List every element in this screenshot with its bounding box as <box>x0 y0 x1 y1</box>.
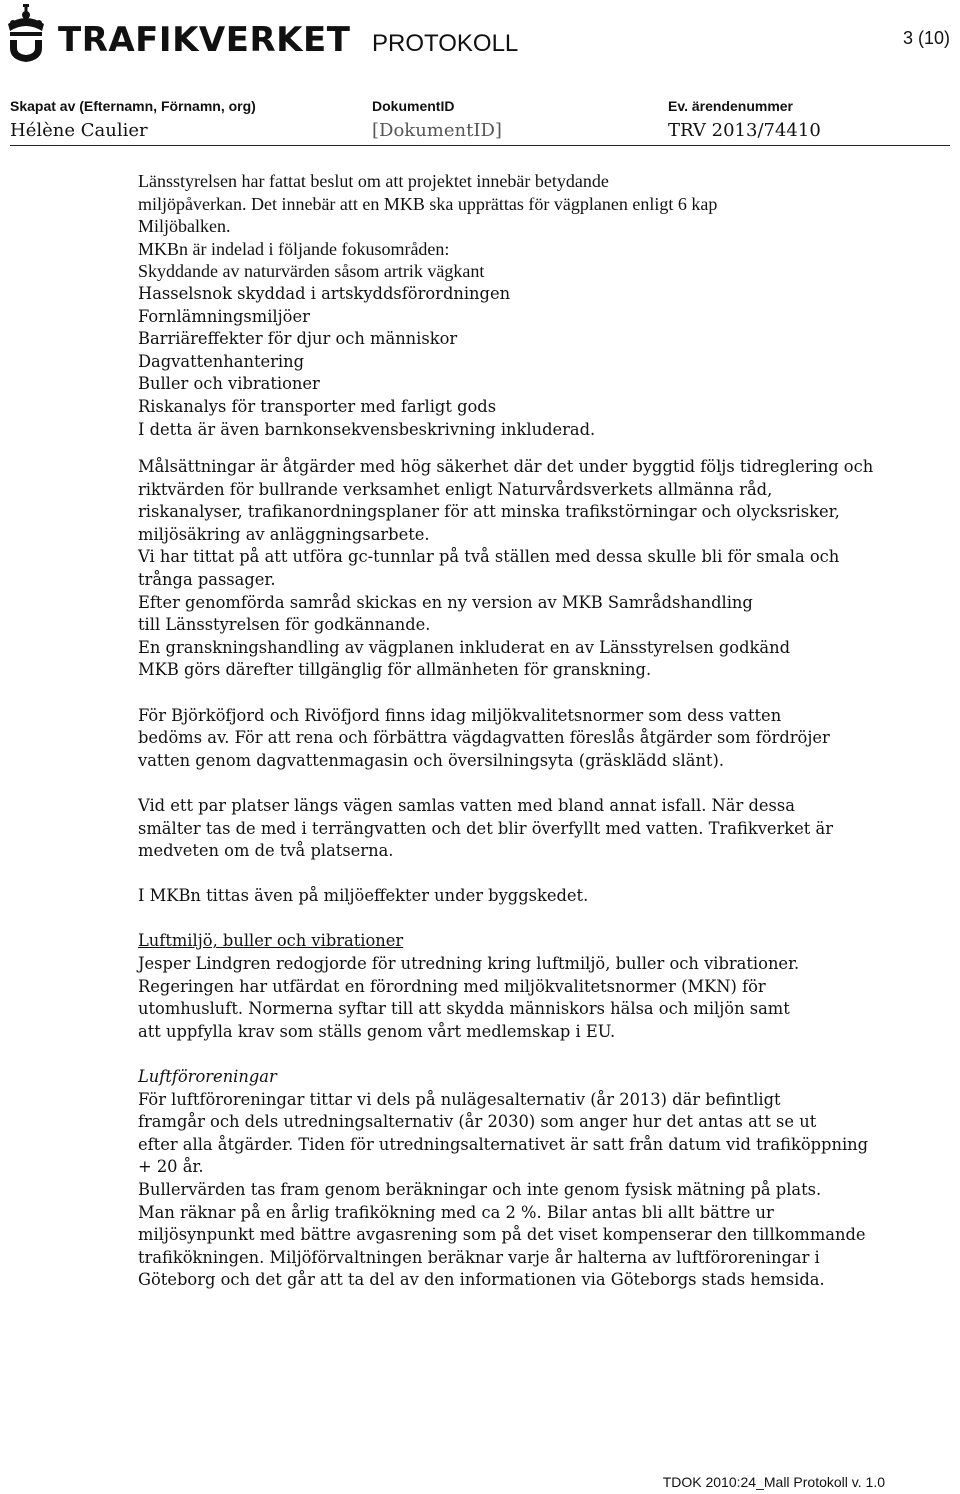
text-line: Man räknar på en årlig trafikökning med ca 2 %. Bilar antas bli allt bättre ur <box>138 1202 774 1222</box>
header-divider <box>10 145 950 146</box>
paragraph-construction <box>138 885 908 908</box>
main-body <box>138 456 908 1292</box>
text-line: miljösäkring av anläggningsarbete. <box>138 524 430 544</box>
text-line: För luftföroreningar tittar vi dels på nulägesalternativ (år 2013) där befintligt <box>138 1089 781 1109</box>
intro-line: Länsstyrelsen har fattat beslut om att projektet innebär betydande <box>138 171 609 191</box>
intro-block <box>138 170 908 441</box>
text-line: trånga passager. <box>138 569 276 589</box>
paragraph-ice <box>138 795 908 863</box>
intro-lines-book <box>138 283 908 441</box>
text-line: framgår och dels utredningsalternativ (år 2030) som anger hur det antas att se ut <box>138 1112 817 1132</box>
text-line: Bullervärden tas fram genom beräkningar och inte genom fysisk mätning på plats. <box>138 1180 822 1199</box>
text-line: vatten genom dagvattenmagasin och översilningsyta (gräsklädd slänt). <box>138 750 724 770</box>
document-type: PROTOKOLL <box>372 30 519 57</box>
text-line: För Björköfjord och Rivöfjord finns idag miljökvalitetsnormer som dess vatten <box>138 705 782 725</box>
paragraph-air-quality <box>138 953 908 1043</box>
meta-label-created-by: Skapat av (Efternamn, Förnamn, org) <box>10 98 256 114</box>
text-line: Jesper Lindgren redogjorde för utredning kring luftmiljö, buller och vibrationer. <box>138 954 800 974</box>
text-line: till Länsstyrelsen för godkännande. <box>138 615 431 635</box>
meta-value-document-id: [DokumentID] <box>372 120 502 141</box>
intro-line: Riskanalys för transporter med farligt gods <box>138 396 497 416</box>
text-line: I MKBn tittas även på miljöeffekter under byggskedet. <box>138 886 589 906</box>
text-line: Efter genomförda samråd skickas en ny version av MKB Samrådshandling <box>138 592 753 612</box>
text-line: utomhusluft. Normerna syftar till att skydda människors hälsa och miljön samt <box>138 999 790 1019</box>
page-indicator: 3 (10) <box>902 28 950 48</box>
meta-label-document-id: DokumentID <box>372 98 455 114</box>
intro-line: Dagvattenhantering <box>138 351 305 371</box>
meta-value-case-number: TRV 2013/74410 <box>668 120 821 141</box>
text-line: Målsättningar är åtgärder med hög säkerhet där det under byggtid följs tidreglering och <box>138 457 874 476</box>
intro-line: Buller och vibrationer <box>138 374 320 394</box>
text-line: Regeringen har utfärdat en förordning med miljökvalitetsnormer (MKN) för <box>138 976 766 996</box>
intro-line: Hasselsnok skyddad i artskyddsförordningen <box>138 283 511 303</box>
text-line: Vid ett par platser längs vägen samlas vatten med bland annat isfall. När dessa <box>138 795 795 815</box>
footer-template-id: TDOK 2010:24_Mall Protokoll v. 1.0 <box>662 1474 885 1490</box>
text-line: efter alla åtgärder. Tiden för utredningsalternativet är satt från datum vid trafiköppning <box>138 1134 869 1154</box>
text-line: MKB görs därefter tillgänglig för allmänheten för granskning. <box>138 660 652 680</box>
intro-line: Fornlämningsmiljöer <box>138 306 310 326</box>
subheading-air-pollution: Luftföroreningar <box>138 1067 277 1087</box>
text-line: trafikökningen. Miljöförvaltningen beräknar varje år halterna av luftföroreningar i <box>138 1247 820 1267</box>
intro-line: MKBn är indelad i följande fokusområden: <box>138 238 450 259</box>
text-line: En granskningshandling av vägplanen inkluderat en av Länsstyrelsen godkänd <box>138 637 790 657</box>
intro-line: miljöpåverkan. Det innebär att en MKB ska upprättas för vägplanen enligt 6 kap <box>138 193 718 214</box>
text-line: bedöms av. För att rena och förbättra vägdagvatten föreslås åtgärder som fördröjer <box>138 728 830 748</box>
intro-line: Miljöbalken. <box>138 216 231 237</box>
paragraph-water <box>138 705 908 773</box>
text-line: + 20 år. <box>138 1157 204 1177</box>
intro-line: Skyddande av naturvärden såsom artrik vägkant <box>138 261 485 282</box>
text-line: Vi har tittat på att utföra gc-tunnlar på två ställen med dessa skulle bli för smala och <box>138 547 840 567</box>
intro-line: I detta är även barnkonsekvensbeskrivning inkluderad. <box>138 419 596 439</box>
crown-icon <box>4 4 48 64</box>
meta-value-created-by: Hélène Caulier <box>10 120 148 141</box>
text-line: riktvärden för bullrande verksamhet enligt Naturvårdsverkets allmänna råd, <box>138 479 773 499</box>
text-line: miljösynpunkt med bättre avgasrening som på det viset kompenserar den tillkommande <box>138 1225 866 1245</box>
meta-label-case-number: Ev. ärendenummer <box>668 98 794 114</box>
section-heading-air-noise: Luftmiljö, buller och vibrationer <box>138 931 404 951</box>
text-line: riskanalyser, trafikanordningsplaner för att minska trafikstörningar och olycksrisker, <box>138 502 840 522</box>
trafikverket-logo <box>0 0 351 70</box>
paragraph-goals <box>138 456 908 682</box>
text-line: medveten om de två platserna. <box>138 841 394 861</box>
text-line: Göteborg och det går att ta del av den informationen via Göteborgs stads hemsida. <box>138 1270 825 1290</box>
logo-wordmark: TRAFIKVERKET <box>58 20 351 60</box>
intro-lines-tight <box>138 170 908 283</box>
intro-line: Barriäreffekter för djur och människor <box>138 329 458 349</box>
paragraph-pollution <box>138 1089 908 1292</box>
text-line: att uppfylla krav som ställs genom vårt medlemskap i EU. <box>138 1021 616 1041</box>
text-line: smälter tas de med i terrängvatten och det blir överfyllt med vatten. Trafikverket är <box>138 818 834 838</box>
